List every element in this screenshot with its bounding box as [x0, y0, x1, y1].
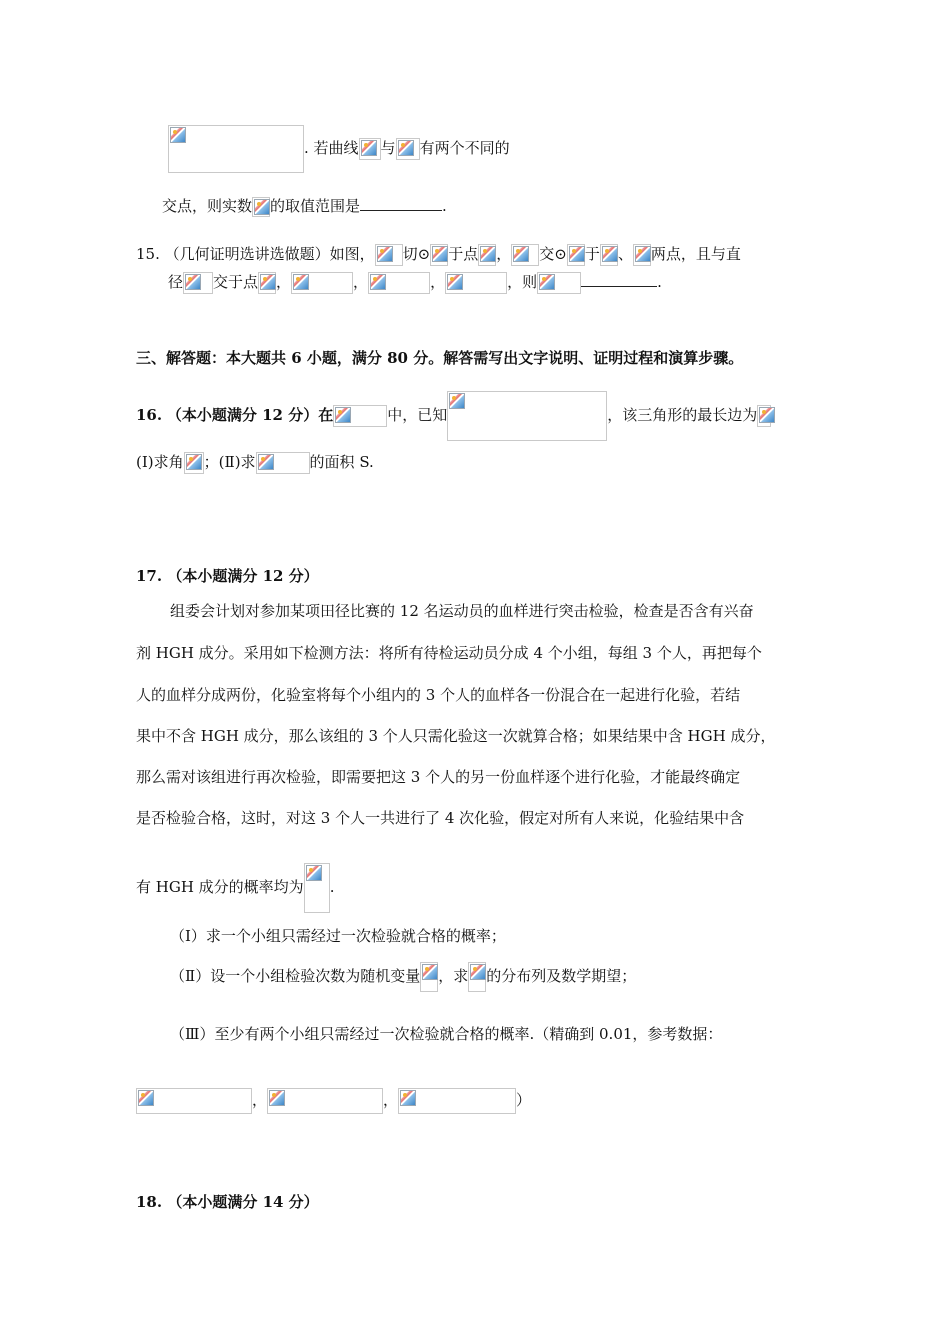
- q15-line-1: 15. （几何证明选讲选做题）如图， 切⊙ 于点 ， 交⊙ 于 、 两点，且与直: [136, 244, 741, 266]
- formula-image: [537, 272, 581, 294]
- question-number: 18.: [136, 1193, 163, 1211]
- q17-paragraph-line: 剂 HGH 成分。采用如下检测方法：将所有待检运动员分成 4 个小组，每组 3 个人，再把每个: [136, 644, 762, 662]
- section-3-heading: 三、解答题：本大题共 6 小题，满分 80 分。解答需写出文字说明、证明过程和演算步骤。: [136, 349, 744, 367]
- image-icon: [269, 1090, 285, 1106]
- formula-image: [168, 125, 304, 173]
- formula-image: [396, 138, 420, 160]
- question-number: 15.: [136, 245, 160, 263]
- image-icon: [260, 274, 276, 290]
- q17-item-3: （Ⅲ）至少有两个小组只需经过一次检验就合格的概率.（精确到 0.01，参考数据：: [170, 1025, 723, 1043]
- q17-item-2: （Ⅱ）设一个小组检验次数为随机变量 ，求 的分布列及数学期望；: [170, 962, 636, 992]
- image-icon: [447, 274, 463, 290]
- q17-heading: 17. （本小题满分 12 分）: [136, 567, 319, 585]
- image-icon: [569, 246, 585, 262]
- question-number: 17.: [136, 567, 163, 585]
- formula-image: [600, 244, 618, 266]
- image-icon: [602, 246, 618, 262]
- formula-image: [359, 138, 381, 160]
- formula-image: [256, 452, 310, 474]
- image-icon: [513, 246, 529, 262]
- q17-paragraph-line: 果中不含 HGH 成分，那么该组的 3 个人只需化验这一次就算合格；如果结果中含 HGH 成分，: [136, 727, 776, 745]
- q15-line-2: 径 交于点 ， ， ， ，则 .: [168, 272, 662, 294]
- image-icon: [254, 199, 270, 215]
- question-number: 16.: [136, 406, 163, 424]
- formula-image: [304, 863, 330, 913]
- formula-image: [184, 452, 204, 474]
- q17-paragraph-line: 有 HGH 成分的概率均为 .: [136, 862, 334, 913]
- image-icon: [449, 393, 465, 409]
- image-icon: [138, 1090, 154, 1106]
- q14-line-2: 交点，则实数 的取值范围是 .: [162, 197, 447, 215]
- q17-paragraph-line: 那么需对该组进行再次检验，即需要把这 3 个人的另一份血样逐个进行化验，才能最终确定: [136, 768, 741, 786]
- formula-image: [478, 244, 496, 266]
- image-icon: [370, 274, 386, 290]
- answer-blank: [581, 272, 657, 287]
- q17-paragraph-line: 组委会计划对参加某项田径比赛的 12 名运动员的血样进行突击检验，检查是否含有兴奋: [170, 602, 754, 620]
- q17-item-1: （Ⅰ）求一个小组只需经过一次检验就合格的概率；: [170, 927, 506, 945]
- image-icon: [335, 407, 351, 423]
- formula-image: [333, 405, 387, 427]
- image-icon: [186, 454, 202, 470]
- formula-image: [757, 405, 771, 427]
- image-icon: [306, 865, 322, 881]
- q17-paragraph-line: 是否检验合格，这时，对这 3 个人一共进行了 4 次化验，假定对所有人来说，化验结果中含: [136, 809, 745, 827]
- q16-line-1: 16. （本小题满分 12 分）在 中，已知 ，该三角形的最长边为: [136, 390, 776, 441]
- formula-image: [633, 244, 651, 266]
- formula-image: [447, 391, 607, 441]
- formula-image: [252, 197, 270, 217]
- image-icon: [400, 1090, 416, 1106]
- formula-image: [445, 272, 507, 294]
- q17-reference-data: ， ， ）: [136, 1088, 531, 1114]
- image-icon: [258, 454, 274, 470]
- formula-image: [420, 962, 438, 992]
- image-icon: [377, 246, 393, 262]
- formula-image: [267, 1088, 383, 1114]
- image-icon: [361, 140, 377, 156]
- q14-line-1: . 若曲线 与 有两个不同的: [168, 124, 510, 173]
- formula-image: [511, 244, 539, 266]
- image-icon: [539, 274, 555, 290]
- image-icon: [398, 140, 414, 156]
- q16-line-2: (Ⅰ)求角 ；(Ⅱ)求 的面积 S.: [136, 452, 374, 474]
- q18-heading: 18. （本小题满分 14 分）: [136, 1193, 319, 1211]
- image-icon: [480, 246, 496, 262]
- formula-image: [291, 272, 353, 294]
- formula-image: [430, 244, 448, 266]
- formula-image: [136, 1088, 252, 1114]
- q17-paragraph-line: 人的血样分成两份，化验室将每个小组内的 3 个人的血样各一份混合在一起进行化验，若结: [136, 686, 741, 704]
- image-icon: [422, 964, 438, 980]
- image-icon: [185, 274, 201, 290]
- image-icon: [635, 246, 651, 262]
- image-icon: [170, 127, 186, 143]
- formula-image: [567, 244, 585, 266]
- image-icon: [470, 964, 486, 980]
- formula-image: [375, 244, 403, 266]
- answer-blank: [360, 196, 442, 211]
- formula-image: [183, 272, 213, 294]
- image-icon: [293, 274, 309, 290]
- formula-image: [258, 272, 276, 294]
- image-icon: [759, 407, 775, 423]
- formula-image: [398, 1088, 516, 1114]
- formula-image: [368, 272, 430, 294]
- formula-image: [468, 962, 486, 992]
- image-icon: [432, 246, 448, 262]
